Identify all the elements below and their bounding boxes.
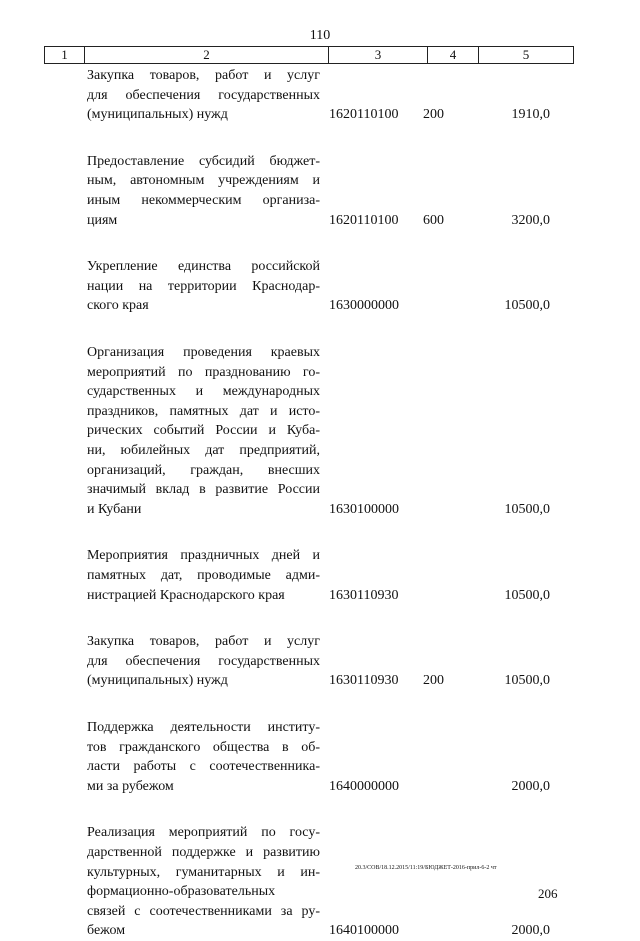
row-description	[87, 66, 320, 125]
table-row	[0, 546, 640, 605]
description-line: Закупка товаров, работ и услуг	[87, 634, 320, 650]
description-line: организаций, граждан, внесших	[87, 462, 320, 478]
row-amount: 10500,0	[504, 587, 550, 603]
description-line: Поддержка деятельности институ-	[87, 720, 320, 735]
description-line: формационно-образовательных	[87, 884, 276, 900]
description-line: для обеспечения государственных	[87, 87, 320, 103]
description-line: праздников, памятных дат и исто-	[87, 403, 320, 419]
row-expense-type: 600	[423, 212, 444, 228]
column-header-4: 4	[428, 47, 479, 63]
row-code: 1630110930	[329, 587, 399, 603]
stamp-number: 206	[538, 886, 558, 901]
row-description	[87, 718, 320, 796]
row-amount: 1910,0	[511, 107, 550, 123]
description-line: рических событий России и Куба-	[87, 423, 320, 439]
column-header-1: 1	[45, 47, 85, 63]
description-line: (муниципальных) нужд	[87, 673, 228, 689]
row-description	[87, 546, 320, 605]
row-code: 1630110930	[329, 673, 399, 689]
row-code: 1640000000	[329, 778, 399, 794]
description-line: Укрепление единства российской	[87, 259, 320, 275]
row-description	[87, 152, 320, 230]
description-line: дарственной поддержке и развитию	[87, 844, 320, 860]
description-line: Мероприятия праздничных дней и	[87, 548, 320, 564]
description-line: культурных, гуманитарных и ин-	[87, 864, 320, 880]
row-code: 1640100000	[329, 923, 399, 939]
description-line: бежом	[87, 923, 126, 939]
column-header-2: 2	[85, 47, 329, 63]
description-line: нистрацией Краснодарского края	[87, 587, 285, 603]
row-description	[87, 257, 320, 316]
description-line: циям	[87, 212, 118, 228]
description-line: нации на территории Краснодар-	[87, 278, 320, 294]
description-line: ни, юбилейных дат предприятий,	[87, 442, 320, 458]
description-line: Закупка товаров, работ и услуг	[87, 68, 320, 83]
description-line: Реализация мероприятий по госу-	[87, 825, 320, 841]
table-row	[0, 66, 640, 125]
footer-reference: 20.3/СОВ/18.12.2015/11:19/БЮДЖЕТ-2016-прил-6-2 чт	[355, 865, 497, 871]
table-row	[0, 718, 640, 796]
row-amount: 10500,0	[504, 501, 550, 517]
row-description	[87, 343, 320, 519]
description-line: и Кубани	[87, 501, 142, 517]
row-amount: 2000,0	[511, 923, 550, 939]
row-expense-type: 200	[423, 107, 444, 123]
description-line: Организация проведения краевых	[87, 345, 320, 360]
description-line: значимый вклад в развитие России	[87, 482, 320, 498]
description-line: Предоставление субсидий бюджет-	[87, 153, 320, 169]
column-header-3: 3	[329, 47, 428, 63]
row-description	[87, 632, 320, 691]
row-code: 1630100000	[329, 501, 399, 517]
description-line: ского края	[87, 298, 149, 314]
description-line: мероприятий по празднованию го-	[87, 364, 320, 380]
table-row	[0, 257, 640, 316]
row-amount: 10500,0	[504, 298, 550, 314]
row-amount: 2000,0	[511, 778, 550, 794]
row-amount: 10500,0	[504, 673, 550, 689]
description-line: сударственных и международных	[87, 384, 320, 400]
row-code: 1620110100	[329, 212, 399, 228]
description-line: (муниципальных) нужд	[87, 107, 228, 123]
table-row	[0, 823, 640, 941]
description-line: для обеспечения государственных	[87, 653, 320, 669]
row-expense-type: 200	[423, 673, 444, 689]
description-line: ласти работы с соотечественника-	[87, 759, 320, 775]
table-row	[0, 632, 640, 691]
description-line: ми за рубежом	[87, 778, 174, 794]
description-line: связей с соотечественниками за ру-	[87, 903, 320, 919]
table-row	[0, 152, 640, 230]
row-code: 1620110100	[329, 107, 399, 123]
description-line: памятных дат, проводимые адми-	[87, 567, 320, 583]
row-description	[87, 823, 320, 941]
table-row	[0, 343, 640, 519]
row-code: 1630000000	[329, 298, 399, 314]
description-line: ным, автономным учреждениям и	[87, 173, 320, 189]
description-line: иным некоммерческим организа-	[87, 192, 320, 208]
table-header	[44, 46, 574, 64]
description-line: тов гражданского общества в об-	[87, 739, 320, 755]
row-amount: 3200,0	[511, 212, 550, 228]
page-number: 110	[309, 28, 331, 43]
column-header-5: 5	[522, 47, 530, 62]
